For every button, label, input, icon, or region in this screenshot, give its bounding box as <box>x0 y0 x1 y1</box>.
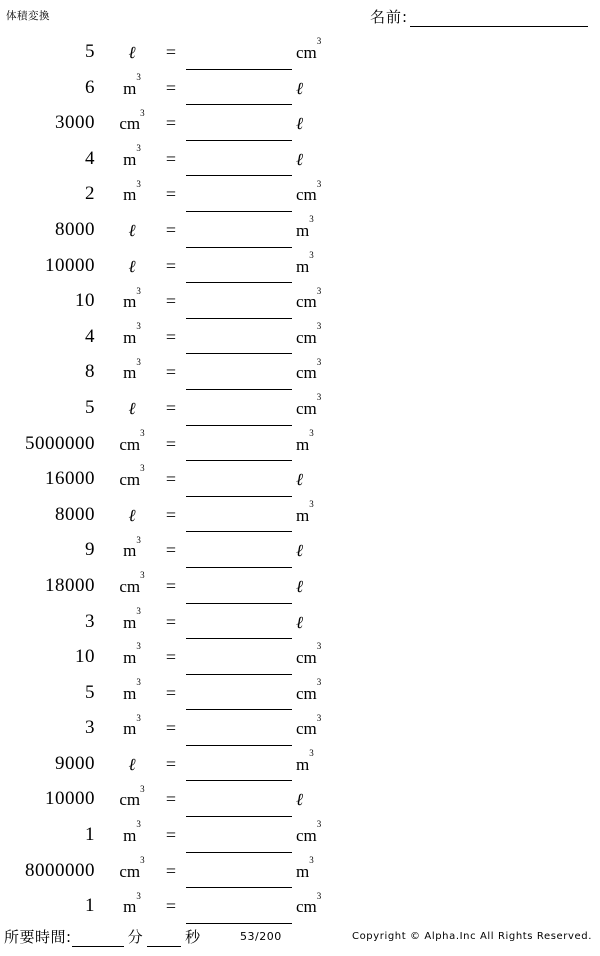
problem-row <box>0 216 600 252</box>
equals-sign: = <box>165 326 177 347</box>
elapsed-time-label: 所要時間: <box>4 928 72 946</box>
answer-input-line[interactable] <box>186 459 292 461</box>
target-unit: $cm^3$ <box>296 819 322 846</box>
problem-value: 6 <box>85 76 95 98</box>
page-number: 53/200 <box>240 930 282 943</box>
answer-input-line[interactable] <box>186 281 292 283</box>
equals-sign: = <box>165 469 177 490</box>
worksheet-header <box>0 6 600 36</box>
target-unit: $cm^3$ <box>296 178 322 205</box>
seconds-unit-label: 秒 <box>185 928 201 946</box>
answer-input-line[interactable] <box>186 424 292 426</box>
target-unit: $m^3$ <box>296 214 314 240</box>
target-unit: $m^3$ <box>296 499 314 525</box>
target-unit: $cm^3$ <box>296 641 322 668</box>
problem-value: 18000 <box>45 574 95 596</box>
answer-input-line[interactable] <box>186 922 292 924</box>
answer-input-line[interactable] <box>186 68 292 70</box>
source-unit: $cm^3$ <box>119 570 145 596</box>
answer-input-line[interactable] <box>186 673 292 675</box>
source-unit: $m^3$ <box>123 71 141 98</box>
name-label: 名前: <box>369 8 408 26</box>
problem-row <box>0 643 600 679</box>
copyright-notice: Copyright © Alpha.Inc All Rights Reserved. <box>351 931 592 942</box>
answer-input-line[interactable] <box>186 779 292 781</box>
problem-row <box>0 605 600 644</box>
source-unit: $m^3$ <box>123 285 141 312</box>
problem-value: 1 <box>85 824 95 846</box>
equals-sign: = <box>165 219 177 240</box>
problem-value: 3 <box>85 717 95 739</box>
answer-input-line[interactable] <box>186 815 292 817</box>
answer-input-line[interactable] <box>186 139 292 141</box>
problem-row <box>0 785 600 821</box>
answer-input-line[interactable] <box>186 388 292 390</box>
target-unit: ℓ <box>296 790 304 811</box>
source-unit: $m^3$ <box>123 321 141 347</box>
equals-sign: = <box>165 255 177 276</box>
source-unit: ℓ <box>128 398 136 419</box>
answer-input-line[interactable] <box>186 851 292 853</box>
problem-value: 8 <box>85 361 95 383</box>
source-unit: ℓ <box>128 754 136 775</box>
problem-row <box>0 145 600 181</box>
answer-input-line[interactable] <box>186 246 292 248</box>
worksheet-footer <box>0 926 600 950</box>
equals-sign: = <box>165 860 177 881</box>
equals-sign: = <box>165 575 177 596</box>
target-unit: $cm^3$ <box>296 392 322 418</box>
target-unit: ℓ <box>296 612 304 633</box>
problem-row <box>0 536 600 572</box>
equals-sign: = <box>165 896 177 917</box>
answer-input-line[interactable] <box>186 637 292 639</box>
source-unit: $m^3$ <box>123 641 141 668</box>
answer-input-line[interactable] <box>186 174 292 176</box>
source-unit: ℓ <box>128 43 136 63</box>
problem-value: 10 <box>75 646 95 668</box>
problem-value: 10000 <box>45 254 95 276</box>
problem-value: 3 <box>85 610 95 632</box>
problem-row <box>0 109 600 145</box>
answer-input-line[interactable] <box>186 317 292 319</box>
target-unit: $cm^3$ <box>296 285 322 312</box>
problem-value: 9 <box>85 539 95 561</box>
seconds-input-line[interactable] <box>147 930 181 947</box>
target-unit: ℓ <box>296 149 304 170</box>
problem-value: 3000 <box>55 112 95 134</box>
problem-row <box>0 679 600 715</box>
equals-sign: = <box>165 184 177 205</box>
problem-value: 10 <box>75 290 95 312</box>
answer-input-line[interactable] <box>186 352 292 354</box>
answer-input-line[interactable] <box>186 210 292 212</box>
answer-input-line[interactable] <box>186 744 292 746</box>
answer-input-line[interactable] <box>186 530 292 532</box>
equals-sign: = <box>165 718 177 739</box>
problem-row <box>0 857 600 893</box>
source-unit: ℓ <box>128 220 136 241</box>
source-unit: $m^3$ <box>123 677 141 703</box>
equals-sign: = <box>165 148 177 169</box>
equals-sign: = <box>165 42 177 62</box>
equals-sign: = <box>165 362 177 383</box>
equals-sign: = <box>165 540 177 561</box>
problem-row <box>0 714 600 750</box>
target-unit: $cm^3$ <box>296 712 322 739</box>
target-unit: $cm^3$ <box>296 321 322 347</box>
problem-value: 16000 <box>45 468 95 490</box>
equals-sign: = <box>165 433 177 454</box>
problem-row <box>0 821 600 857</box>
source-unit: $cm^3$ <box>119 427 145 454</box>
source-unit: $m^3$ <box>123 143 141 169</box>
problem-row <box>0 323 600 359</box>
answer-input-line[interactable] <box>186 708 292 710</box>
source-unit: $m^3$ <box>123 819 141 846</box>
problem-row <box>0 892 600 928</box>
problem-row <box>0 501 600 537</box>
answer-input-line[interactable] <box>186 566 292 568</box>
problem-value: 5 <box>85 396 95 418</box>
problem-value: 5000000 <box>25 432 95 454</box>
equals-sign: = <box>165 77 177 98</box>
problem-row <box>0 249 600 288</box>
equals-sign: = <box>165 789 177 810</box>
source-unit: $m^3$ <box>123 356 141 383</box>
problem-row <box>0 465 600 501</box>
problem-value: 9000 <box>55 752 95 774</box>
elapsed-time-block <box>4 926 201 947</box>
name-input-line[interactable] <box>410 9 588 27</box>
equals-sign: = <box>165 291 177 312</box>
problem-value: 1 <box>85 895 95 917</box>
equals-sign: = <box>165 397 177 418</box>
problem-value: 5 <box>85 41 95 62</box>
problem-list <box>0 38 600 928</box>
problem-value: 2 <box>85 183 95 205</box>
target-unit: ℓ <box>296 470 304 491</box>
source-unit: $cm^3$ <box>119 463 145 490</box>
answer-input-line[interactable] <box>186 602 292 604</box>
problem-value: 8000 <box>55 218 95 240</box>
source-unit: $m^3$ <box>123 605 141 632</box>
page-title: 体積変換 <box>6 10 50 22</box>
target-unit: $m^3$ <box>296 748 314 774</box>
problem-row <box>0 38 600 74</box>
source-unit: ℓ <box>128 256 136 277</box>
problem-value: 8000 <box>55 503 95 525</box>
problem-row <box>0 394 600 430</box>
minutes-unit-label: 分 <box>127 928 144 946</box>
source-unit: $m^3$ <box>123 890 141 917</box>
minutes-input-line[interactable] <box>72 930 124 947</box>
source-unit: $cm^3$ <box>119 107 145 134</box>
problem-row <box>0 750 600 786</box>
problem-value: 8000000 <box>25 859 95 881</box>
problem-value: 10000 <box>45 788 95 810</box>
source-unit: $cm^3$ <box>119 855 145 881</box>
source-unit: $cm^3$ <box>119 783 145 810</box>
source-unit: ℓ <box>128 505 136 526</box>
equals-sign: = <box>165 611 177 632</box>
problem-row <box>0 71 600 110</box>
target-unit: $cm^3$ <box>296 36 322 62</box>
equals-sign: = <box>165 753 177 774</box>
target-unit: $m^3$ <box>296 249 314 276</box>
problem-row <box>0 287 600 323</box>
answer-input-line[interactable] <box>186 886 292 888</box>
source-unit: $m^3$ <box>123 534 141 561</box>
problem-value: 4 <box>85 325 95 347</box>
equals-sign: = <box>165 647 177 668</box>
target-unit: $m^3$ <box>296 427 314 454</box>
target-unit: $cm^3$ <box>296 890 322 917</box>
problem-row <box>0 427 600 466</box>
problem-value: 4 <box>85 147 95 169</box>
target-unit: ℓ <box>296 541 304 562</box>
target-unit: ℓ <box>296 114 304 135</box>
equals-sign: = <box>165 682 177 703</box>
target-unit: ℓ <box>296 78 304 99</box>
target-unit: $m^3$ <box>296 855 314 881</box>
source-unit: $m^3$ <box>123 712 141 739</box>
target-unit: ℓ <box>296 576 304 597</box>
equals-sign: = <box>165 113 177 134</box>
equals-sign: = <box>165 504 177 525</box>
target-unit: $cm^3$ <box>296 677 322 703</box>
answer-input-line[interactable] <box>186 103 292 105</box>
problem-row <box>0 572 600 608</box>
target-unit: $cm^3$ <box>296 356 322 383</box>
source-unit: $m^3$ <box>123 178 141 205</box>
problem-value: 5 <box>85 681 95 703</box>
problem-row <box>0 358 600 394</box>
answer-input-line[interactable] <box>186 495 292 497</box>
problem-row <box>0 180 600 216</box>
equals-sign: = <box>165 825 177 846</box>
name-field-block <box>370 6 588 27</box>
